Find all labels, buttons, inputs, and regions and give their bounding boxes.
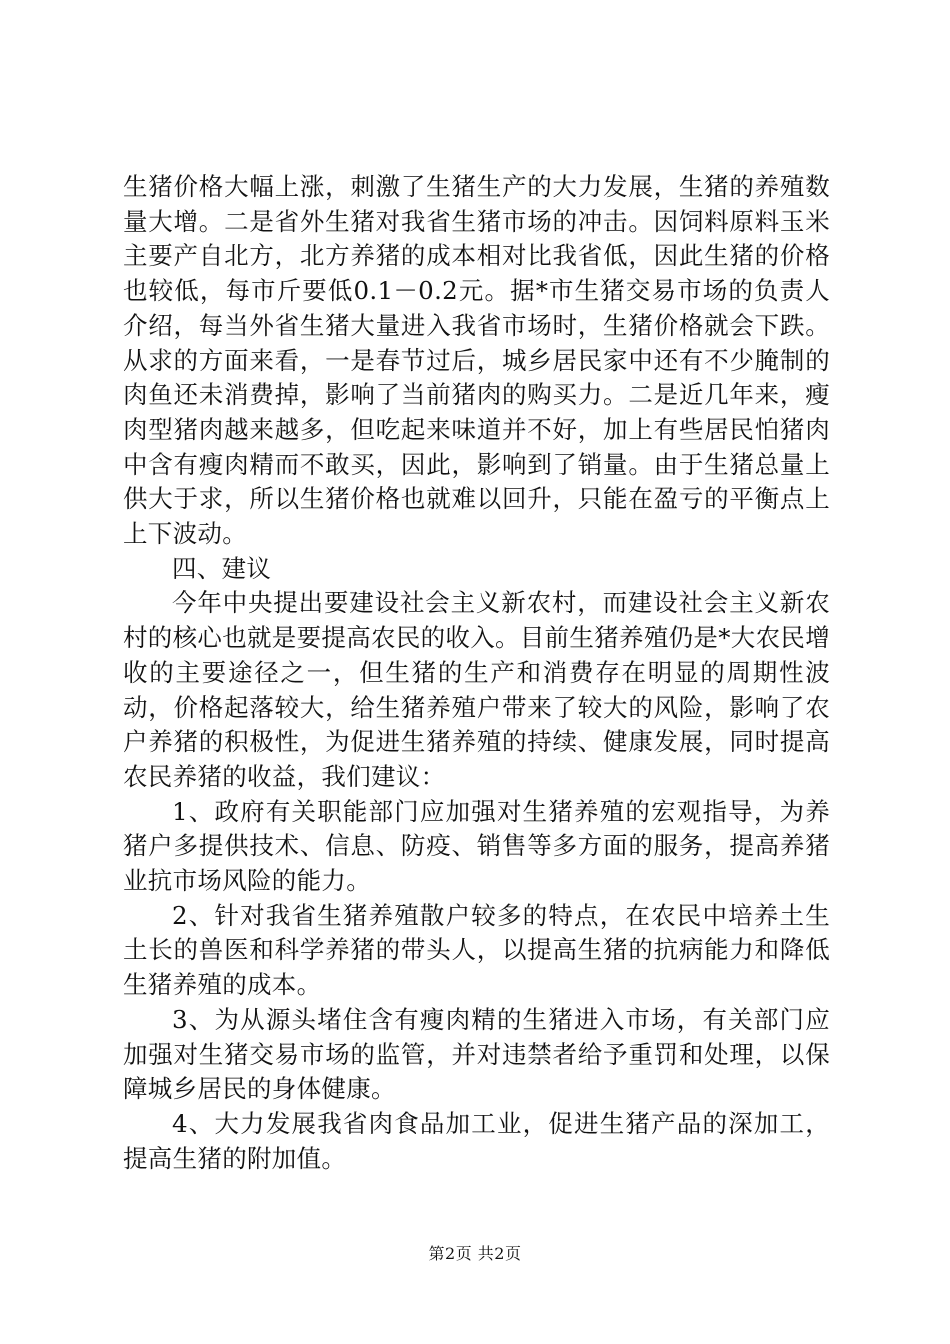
suggestion-item-1: 1、政府有关职能部门应加强对生猪养殖的宏观指导，为养猪户多提供技术、信息、防疫、销售等多方面的服务，提高养猪业抗市场风险的能力。: [123, 796, 830, 896]
suggestion-item-3: 3、为从源头堵住含有瘦肉精的生猪进入市场，有关部门应加强对生猪交易市场的监管，并对违禁者给予重罚和处理，以保障城乡居民的身体健康。: [123, 1004, 830, 1104]
document-body: [123, 170, 830, 1176]
suggestion-item-2: 2、针对我省生猪养殖散户较多的特点，在农民中培养土生土长的兽医和科学养猪的带头人，以提高生猪的抗病能力和降低生猪养殖的成本。: [123, 900, 830, 1000]
page-number-footer: 第2页 共2页: [428, 1244, 522, 1263]
section-heading-suggestions: 四、建议: [172, 553, 272, 583]
paragraph-intro: 今年中央提出要建设社会主义新农村，而建设社会主义新农村的核心也就是要提高农民的收入。目前生猪养殖仍是*大农民增收的主要途径之一，但生猪的生产和消费存在明显的周期性波动，价格起落较大，给生猪养殖户带来了较大的风险，影响了农户养猪的积极性，为促进生猪养殖的持续、健康发展，同时提高农民养猪的收益，我们建议：: [123, 588, 830, 791]
paragraph-continuation: 生猪价格大幅上涨，刺激了生猪生产的大力发展，生猪的养殖数量大增。二是省外生猪对我省生猪市场的冲击。因饲料原料玉米主要产自北方，北方养猪的成本相对比我省低，因此生猪的价格也较低，每市斤要低0.1－0.2元。据*市生猪交易市场的负责人介绍，每当外省生猪大量进入我省市场时，生猪价格就会下跌。从求的方面来看，一是春节过后，城乡居民家中还有不少腌制的肉鱼还未消费掉，影响了当前猪肉的购买力。二是近几年来，瘦肉型猪肉越来越多，但吃起来味道并不好，加上有些居民怕猪肉中含有瘦肉精而不敢买，因此，影响到了销量。由于生猪总量上供大于求，所以生猪价格也就难以回升，只能在盈亏的平衡点上上下波动。: [123, 172, 830, 549]
suggestion-item-4: 4、大力发展我省肉食品加工业，促进生猪产品的深加工，提高生猪的附加值。: [123, 1108, 830, 1173]
